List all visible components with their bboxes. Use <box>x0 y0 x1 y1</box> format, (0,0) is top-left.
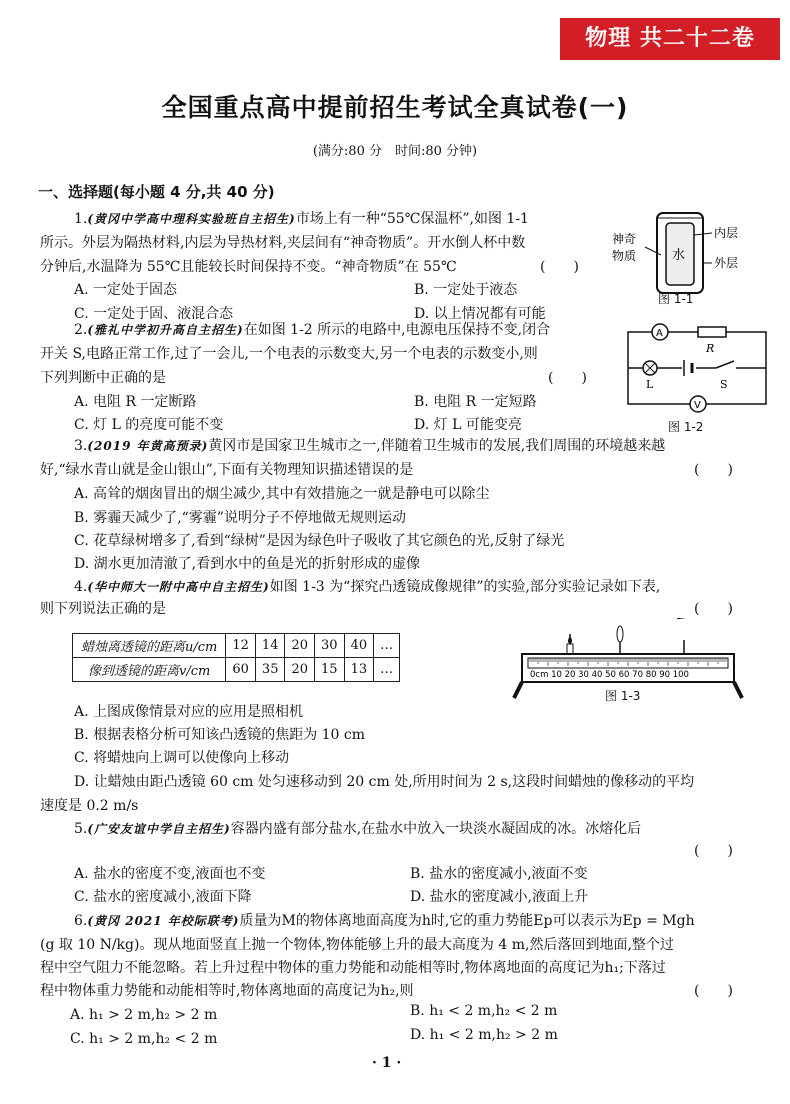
q5-option-a: A. 盐水的密度不变,液面也不变 <box>74 866 266 882</box>
page-title: 全国重点高中提前招生考试全真试卷(一) <box>161 93 629 122</box>
q2-option-c: C. 灯 L 的亮度可能不变 <box>74 417 224 433</box>
q3-option-c: C. 花草绿树增多了,看到“绿树”是因为绿色叶子吸收了其它颜色的光,反射了绿光 <box>74 533 565 549</box>
q1-option-d: D. 以上情况都有可能 <box>414 306 546 322</box>
q6-line-4: 程中物体重力势能和动能相等时,物体离地面的高度记为h₂,则 <box>40 983 414 999</box>
q2-option-d: D. 灯 L 可能变亮 <box>414 417 522 433</box>
svg-text:R: R <box>706 342 715 355</box>
q2-line-2: 开关 S,电路正常工作,过了一会儿,一个电表的示数变大,另一个电表的示数变小,则 <box>40 346 538 362</box>
q4-option-a: A. 上图成像情景对应的应用是照相机 <box>74 704 304 720</box>
q1-line-3: 分钟后,水温降为 55℃且能较长时间保持不变。“神奇物质”在 55℃ <box>40 259 457 275</box>
q1-line-1: 1.(黄冈中学高中理科实验班自主招生)市场上有一种“55℃保温杯”,如图 1-1 <box>74 211 529 227</box>
fig1-label-outer: 外层 <box>714 256 739 270</box>
q1-option-a: A. 一定处于固态 <box>74 282 178 298</box>
table-cell: 13 <box>344 658 374 682</box>
q5-option-c: C. 盐水的密度减小,液面下降 <box>74 889 252 905</box>
svg-text:S: S <box>720 378 728 391</box>
q2-line-3: 下列判断中正确的是 <box>40 370 166 386</box>
flame-icon <box>568 636 572 644</box>
table-row-label-v: 像到透镜的距离v/cm <box>73 658 226 682</box>
q3-line-2: 好,“绿水青山就是金山银山”,下面有关物理知识描述错误的是 <box>40 462 414 478</box>
q5-option-b: B. 盐水的密度减小,液面不变 <box>410 866 588 882</box>
q3-line-1: 3.(2019 年黄高预录)黄冈市是国家卫生城市之一,伴随着卫生城市的发展,我们周围的环境越来越 <box>74 438 666 454</box>
table-cell: 15 <box>315 658 345 682</box>
q2-line-1: 2.(雅礼中学初升高自主招生)在如图 1-2 所示的电路中,电源电压保持不变,闭合 <box>74 322 551 338</box>
q5-answer-paren: ( ) <box>694 843 733 859</box>
figure-1-2-caption: 图 1-2 <box>668 420 704 434</box>
q1-option-c: C. 一定处于固、液混合态 <box>74 306 234 322</box>
svg-text:L: L <box>646 378 654 391</box>
water-label: 水 <box>672 248 686 263</box>
q4-option-d-line-1: D. 让蜡烛由距凸透镜 60 cm 处匀速移动到 20 cm 处,所用时间为 2 s,这段时间蜡烛的像移动的平均 <box>74 774 695 790</box>
q4-option-b: B. 根据表格分析可知该凸透镜的焦距为 10 cm <box>74 727 366 743</box>
subject-banner: 物理 共二十二卷 <box>560 18 780 60</box>
lens-icon <box>617 626 623 642</box>
q3-option-a: A. 高耸的烟囱冒出的烟尘减少,其中有效措施之一就是静电可以除尘 <box>74 486 490 502</box>
q4-option-d-line-2: 速度是 0.2 m/s <box>40 798 139 814</box>
q6-line-3: 程中空气阻力不能忽略。若上升过程中物体的重力势能和动能相等时,物体离地面的高度记为h₁;下落过 <box>40 960 666 976</box>
figure-1-3-caption: 图 1-3 <box>605 689 641 703</box>
q6-line-2: (g 取 10 N/kg)。现从地面竖直上抛一个物体,物体能够上升的最大高度为 4 m,然后落回到地面,整个过 <box>40 937 674 953</box>
q2-option-a: A. 电阻 R 一定断路 <box>74 394 197 410</box>
section-heading: 一、选择题(每小题 4 分,共 40 分) <box>38 183 275 201</box>
ruler-labels: 0cm 10 20 30 40 50 60 70 80 90 100 <box>530 670 689 680</box>
q1-option-b: B. 一定处于液态 <box>414 282 518 298</box>
table-row <box>73 634 400 658</box>
q4-line-2: 则下列说法正确的是 <box>40 601 166 617</box>
q6-option-a: A. h₁ > 2 m,h₂ > 2 m <box>70 1007 218 1023</box>
table-row-label-u: 蜡烛离透镜的距离u/cm <box>73 634 226 658</box>
q5-line-1: 5.(广安友谊中学自主招生)容器内盛有部分盐水,在盐水中放入一块淡水凝固成的冰。冰熔化后 <box>74 821 642 837</box>
q6-option-b: B. h₁ < 2 m,h₂ < 2 m <box>410 1003 558 1019</box>
table-cell: 35 <box>255 658 285 682</box>
table-cell: 40 <box>344 634 374 658</box>
table-cell: 20 <box>285 658 315 682</box>
figure-1-2 <box>620 318 780 418</box>
table-cell: 20 <box>285 634 315 658</box>
q6-line-1: 6.(黄冈 2021 年校际联考)质量为M的物体离地面高度为h时,它的重力势能Ep可以表示为Ep = Mgh <box>74 913 695 929</box>
page-number: · 1 · <box>372 1055 402 1071</box>
q5-option-d: D. 盐水的密度减小,液面上升 <box>410 889 589 905</box>
q2-option-b: B. 电阻 R 一定短路 <box>414 394 537 410</box>
figure-1-1 <box>610 205 780 305</box>
q2-answer-paren: ( ) <box>548 370 587 386</box>
fig1-label-magic-1: 神奇 <box>612 232 637 246</box>
fig1-label-inner: 内层 <box>714 226 739 240</box>
q3-option-d: D. 湖水更加清澈了,看到水中的鱼是光的折射形成的虚像 <box>74 556 421 572</box>
table-row <box>73 658 400 682</box>
table-cell: … <box>374 658 400 682</box>
q1-line-2: 所示。外层为隔热材料,内层为导热材料,夹层间有“神奇物质”。开水倒人杯中数 <box>40 235 526 251</box>
exam-info: (满分:80 分 时间:80 分钟) <box>312 144 478 159</box>
figure-1-1-caption: 图 1-1 <box>658 292 694 306</box>
q3-option-b: B. 雾霾天减少了,“雾霾”说明分子不停地做无规则运动 <box>74 510 406 526</box>
q4-answer-paren: ( ) <box>694 601 733 617</box>
table-cell: … <box>374 634 400 658</box>
q1-answer-paren: ( ) <box>540 259 579 275</box>
q6-answer-paren: ( ) <box>694 983 733 999</box>
svg-text:A: A <box>656 328 663 339</box>
q6-option-c: C. h₁ > 2 m,h₂ < 2 m <box>70 1031 218 1047</box>
q6-option-d: D. h₁ < 2 m,h₂ > 2 m <box>410 1027 558 1043</box>
table-cell: 60 <box>226 658 256 682</box>
q4-option-c: C. 将蜡烛向上调可以使像向上移动 <box>74 750 290 766</box>
fig1-label-magic-2: 物质 <box>612 249 637 263</box>
table-cell: 30 <box>315 634 345 658</box>
resistor-icon <box>698 327 726 337</box>
lens-data-table <box>72 633 400 682</box>
table-cell: 12 <box>226 634 256 658</box>
table-cell: 14 <box>255 634 285 658</box>
q3-answer-paren: ( ) <box>694 462 733 478</box>
q4-line-1: 4.(华中师大一附中高中自主招生)如图 1-3 为“探究凸透镜成像规律”的实验,部分实验记录如下表, <box>74 579 661 595</box>
svg-text:V: V <box>694 400 701 411</box>
